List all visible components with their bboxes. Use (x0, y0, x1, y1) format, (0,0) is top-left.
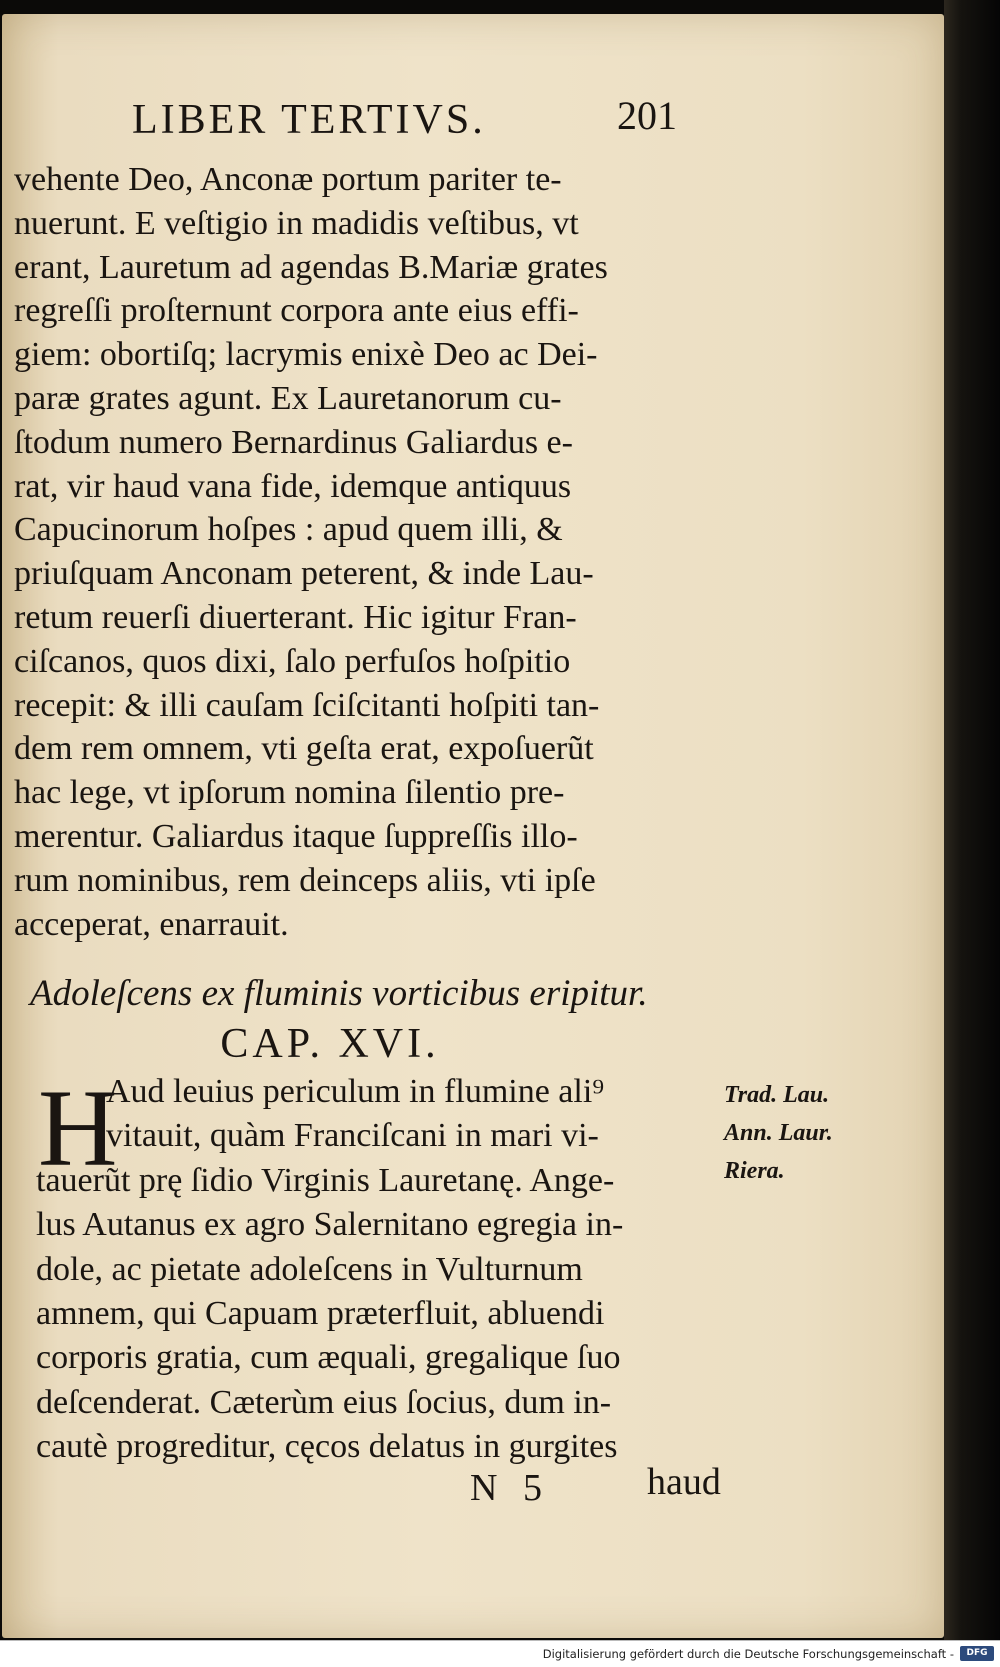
text-line: Capucinorum hoſpes : apud quem illi, & (14, 511, 563, 549)
text-line: nuerunt. E veſtigio in madidis veſtibus, vt (14, 204, 579, 242)
margin-note: Riera. (724, 1158, 785, 1184)
text-line: cautè progreditur, cęcos delatus in gurgites (36, 1428, 618, 1466)
text-line: retum reuerſi diuerterant. Hic igitur Fran- (14, 598, 577, 636)
text-line: dole, ac pietate adoleſcens in Vulturnum (36, 1250, 583, 1288)
text-line: dem rem omnem, vti geſta erat, expoſuerũt (14, 730, 594, 768)
chapter-text-block (36, 1067, 736, 1470)
page-number: 201 (617, 93, 677, 138)
text-line: hac lege, vt ipſorum nomina ſilentio pre- (14, 774, 565, 812)
signature-mark: N 5 (470, 1467, 550, 1509)
margin-note: Trad. Lau. (724, 1082, 830, 1108)
margin-notes (724, 1076, 884, 1190)
text-line: rat, vir haud vana fide, idemque antiquus (14, 467, 572, 505)
text-line: ſtodum numero Bernardinus Galiardus e- (14, 423, 573, 461)
text-line: ciſcanos, quos dixi, ſalo perfuſos hoſpitio (14, 642, 571, 680)
text-line: Aud leuius periculum in flumine ali⁹ (106, 1073, 605, 1110)
main-text-block (14, 158, 704, 946)
text-line: vitauit, quàm Franciſcani in mari vi- (106, 1117, 599, 1155)
chapter-heading: Adoleſcens ex fluminis vorticibus eripitur. (30, 973, 648, 1014)
text-line: amnem, qui Capuam præterfluit, abluendi (36, 1294, 605, 1332)
margin-note: Ann. Laur. (724, 1120, 833, 1146)
text-line: recepit: & illi cauſam ſciſcitanti hoſpiti tan- (14, 686, 600, 724)
text-line: rum nominibus, rem deinceps aliis, vti ipſe (14, 861, 596, 899)
text-line: lus Autanus ex agro Salernitano egregia in- (36, 1206, 624, 1244)
text-line: priuſquam Anconam peterent, & inde Lau- (14, 555, 594, 593)
text-line: tauerũt prę ſidio Virginis Lauretanę. Ange- (36, 1161, 615, 1199)
funding-notice: Digitalisierung gefördert durch die Deutsche Forschungsgemeinschaft - (542, 1647, 954, 1661)
text-line: paræ grates agunt. Ex Lauretanorum cu- (14, 379, 562, 417)
catchword: haud (647, 1461, 721, 1503)
text-line: deſcenderat. Cæterùm eius ſocius, dum in- (36, 1383, 612, 1421)
text-line: merentur. Galiardus itaque ſuppreſſis illo- (14, 817, 578, 855)
running-head: LIBER TERTIVS. (132, 97, 486, 143)
chapter-number: CAP. XVI. (220, 1021, 440, 1067)
text-line: regreſſi proſternunt corpora ante eius effi- (14, 292, 579, 330)
text-line: vehente Deo, Anconæ portum pariter te- (14, 161, 562, 198)
text-line: erant, Lauretum ad agendas B.Mariæ grates (14, 248, 608, 286)
drop-cap: H (38, 1067, 118, 1189)
text-line: giem: obortiſq; lacrymis enixè Deo ac Dei- (14, 336, 598, 374)
text-line: corporis gratia, cum æquali, gregalique ſuo (36, 1339, 621, 1377)
book-spine-shadow (944, 0, 1000, 1640)
dfg-logo: DFG (960, 1646, 994, 1661)
text-line: acceperat, enarrauit. (14, 905, 289, 943)
footer-bar (0, 1640, 1000, 1667)
